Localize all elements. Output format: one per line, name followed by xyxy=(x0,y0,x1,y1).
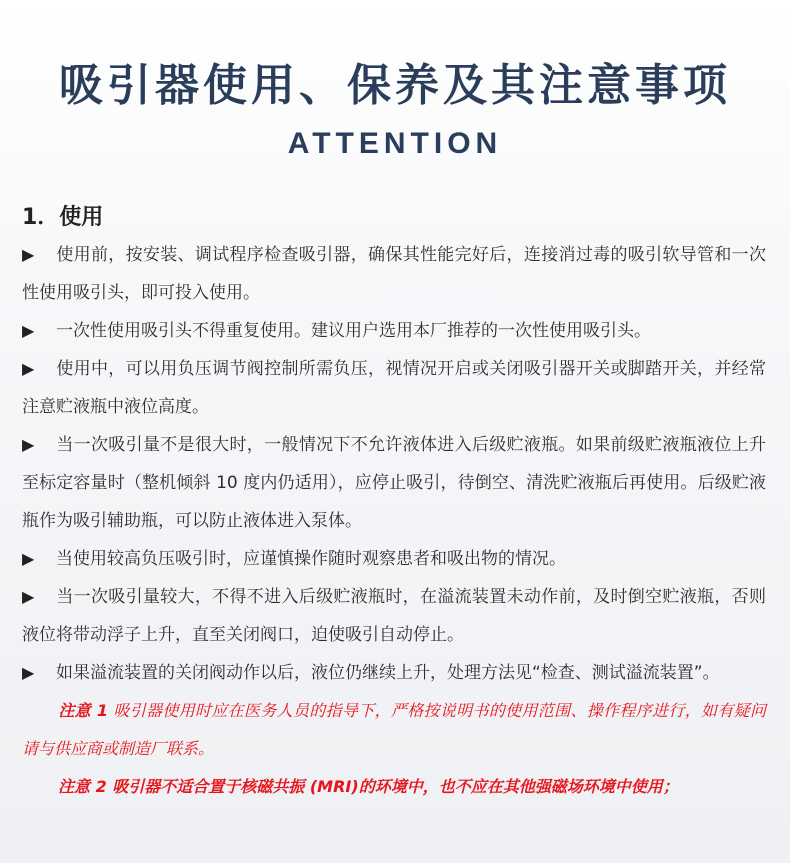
note-1 xyxy=(22,692,766,768)
content-area xyxy=(22,200,766,806)
bullet-icon: ▶ xyxy=(22,549,35,568)
bullet-icon: ▶ xyxy=(22,359,35,378)
list-item-text: 使用中，可以用负压调节阀控制所需负压，视情况开启或关闭吸引器开关或脚踏开关，并经常注意贮液瓶中液位高度。 xyxy=(22,359,766,417)
note-2 xyxy=(22,768,766,806)
list-item xyxy=(22,350,766,426)
list-item xyxy=(22,578,766,654)
list-item-text: 当一次吸引量不是很大时，一般情况下不允许液体进入后级贮液瓶。如果前级贮液瓶液位上升至标定容量时（整机倾斜 10 度内仍适用），应停止吸引，待倒空、清洗贮液瓶后再使用。后级贮液瓶作为吸引辅助瓶，可以防止液体进入泵体。 xyxy=(22,435,766,531)
note-text: 吸引器使用时应在医务人员的指导下，严格按说明书的使用范围、操作程序进行，如有疑问请与供应商或制造厂联系。 xyxy=(22,701,766,758)
list-item-text: 使用前，按安装、调试程序检查吸引器，确保其性能完好后，连接消过毒的吸引软导管和一次性使用吸引头，即可投入使用。 xyxy=(22,245,766,303)
bullet-icon: ▶ xyxy=(22,435,35,454)
bullet-icon: ▶ xyxy=(22,321,35,340)
list-item xyxy=(22,540,766,578)
page-subtitle: ATTENTION xyxy=(287,127,503,160)
page-title: 吸引器使用、保养及其注意事项 xyxy=(59,60,731,111)
list-item-text: 如果溢流装置的关闭阀动作以后，液位仍继续上升，处理方法见“检查、测试溢流装置”。 xyxy=(56,663,720,683)
list-item-text: 一次性使用吸引头不得重复使用。建议用户选用本厂推荐的一次性使用吸引头。 xyxy=(56,321,651,341)
section-heading: 1．使用 xyxy=(22,205,104,230)
list-item xyxy=(22,312,766,350)
note-text: 吸引器不适合置于核磁共振 (MRI)的环境中，也不应在其他强磁场环境中使用； xyxy=(112,777,679,796)
note-label: 注意 1 xyxy=(58,701,108,720)
bullet-icon: ▶ xyxy=(22,587,35,606)
bullet-icon: ▶ xyxy=(22,245,35,264)
list-item xyxy=(22,654,766,692)
list-item xyxy=(22,426,766,540)
list-item-text: 当使用较高负压吸引时，应谨慎操作随时观察患者和吸出物的情况。 xyxy=(56,549,566,569)
note-label: 注意 2 xyxy=(58,777,107,796)
list-item xyxy=(22,236,766,312)
list-item-text: 当一次吸引量较大，不得不进入后级贮液瓶时，在溢流装置未动作前，及时倒空贮液瓶，否则液位将带动浮子上升，直至关闭阀口，迫使吸引自动停止。 xyxy=(22,587,766,645)
bullet-icon: ▶ xyxy=(22,663,35,682)
